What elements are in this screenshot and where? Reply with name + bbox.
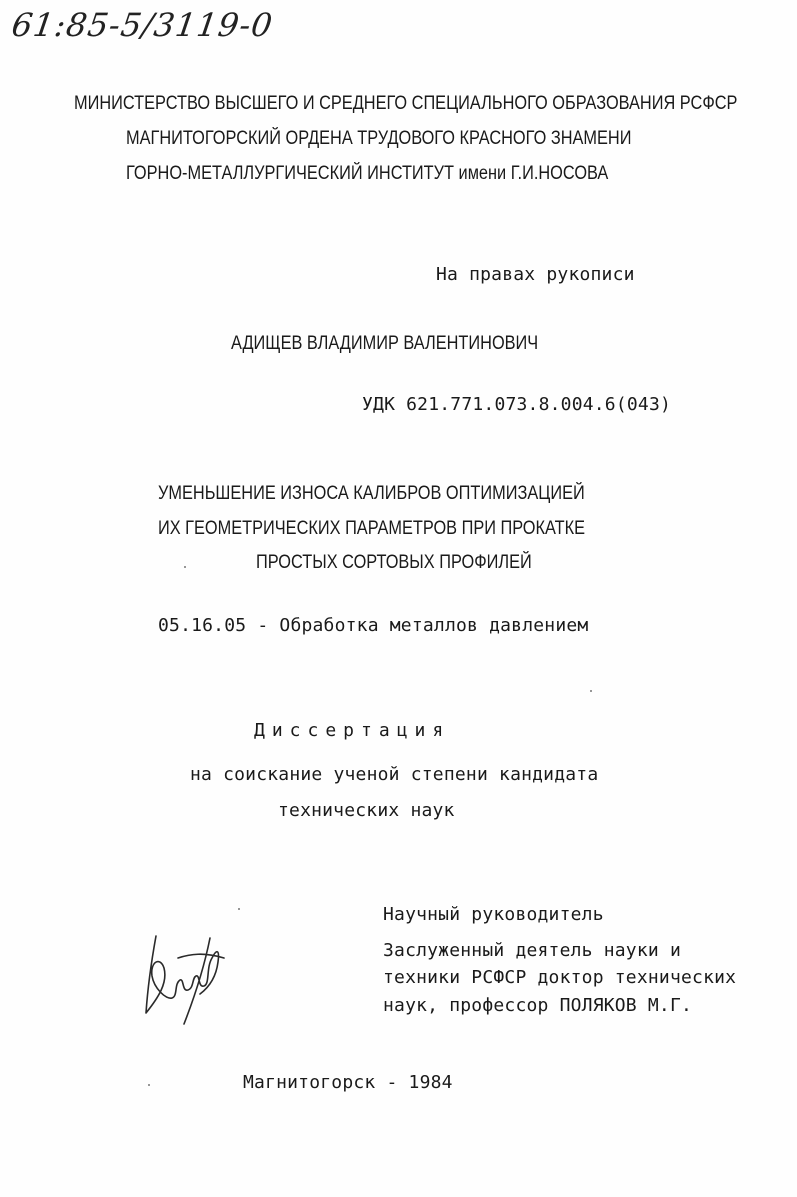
title-line-1: УМЕНЬШЕНИЕ ИЗНОСА КАЛИБРОВ ОПТИМИЗАЦИЕЙ (158, 483, 585, 504)
degree-line-2: технических наук (278, 800, 455, 821)
title-line-2: ИХ ГЕОМЕТРИЧЕСКИХ ПАРАМЕТРОВ ПРИ ПРОКАТКЕ (158, 518, 586, 539)
author-name: АДИЩЕВ ВЛАДИМИР ВАЛЕНТИНОВИЧ (231, 333, 539, 354)
paper-speck (590, 690, 592, 692)
supervisor-line-3: наук, профессор ПОЛЯКОВ М.Г. (383, 995, 693, 1016)
supervisor-line-1: Заслуженный деятель науки и (383, 940, 681, 961)
author-signature (138, 928, 234, 1028)
paper-speck (238, 908, 240, 910)
specialty-code: 05.16.05 - Обработка металлов давлением (158, 615, 589, 636)
city-year: Магнитогорск - 1984 (243, 1072, 453, 1093)
archive-handwritten-note: 61:85-5/3119-0 (9, 6, 276, 44)
institute-line-1: МАГНИТОГОРСКИЙ ОРДЕНА ТРУДОВОГО КРАСНОГО ЗНАМЕНИ (126, 128, 632, 149)
supervisor-line-2: техники РСФСР доктор технических (383, 967, 737, 988)
institute-line-2: ГОРНО-МЕТАЛЛУРГИЧЕСКИЙ ИНСТИТУТ имени Г.И.НОСОВА (126, 163, 609, 184)
dissertation-heading: Диссертация (254, 720, 451, 741)
manuscript-rights: На правах рукописи (436, 264, 635, 285)
supervisor-label: Научный руководитель (383, 904, 604, 925)
paper-speck (184, 566, 186, 568)
udc-code: УДК 621.771.073.8.004.6(043) (362, 394, 672, 415)
title-line-3: ПРОСТЫХ СОРТОВЫХ ПРОФИЛЕЙ (256, 552, 532, 573)
ministry-heading: МИНИСТЕРСТВО ВЫСШЕГО И СРЕДНЕГО СПЕЦИАЛЬНОГО ОБРАЗОВАНИЯ РСФСР (74, 93, 738, 114)
paper-speck (148, 1084, 150, 1086)
degree-line-1: на соискание ученой степени кандидата (190, 764, 599, 785)
